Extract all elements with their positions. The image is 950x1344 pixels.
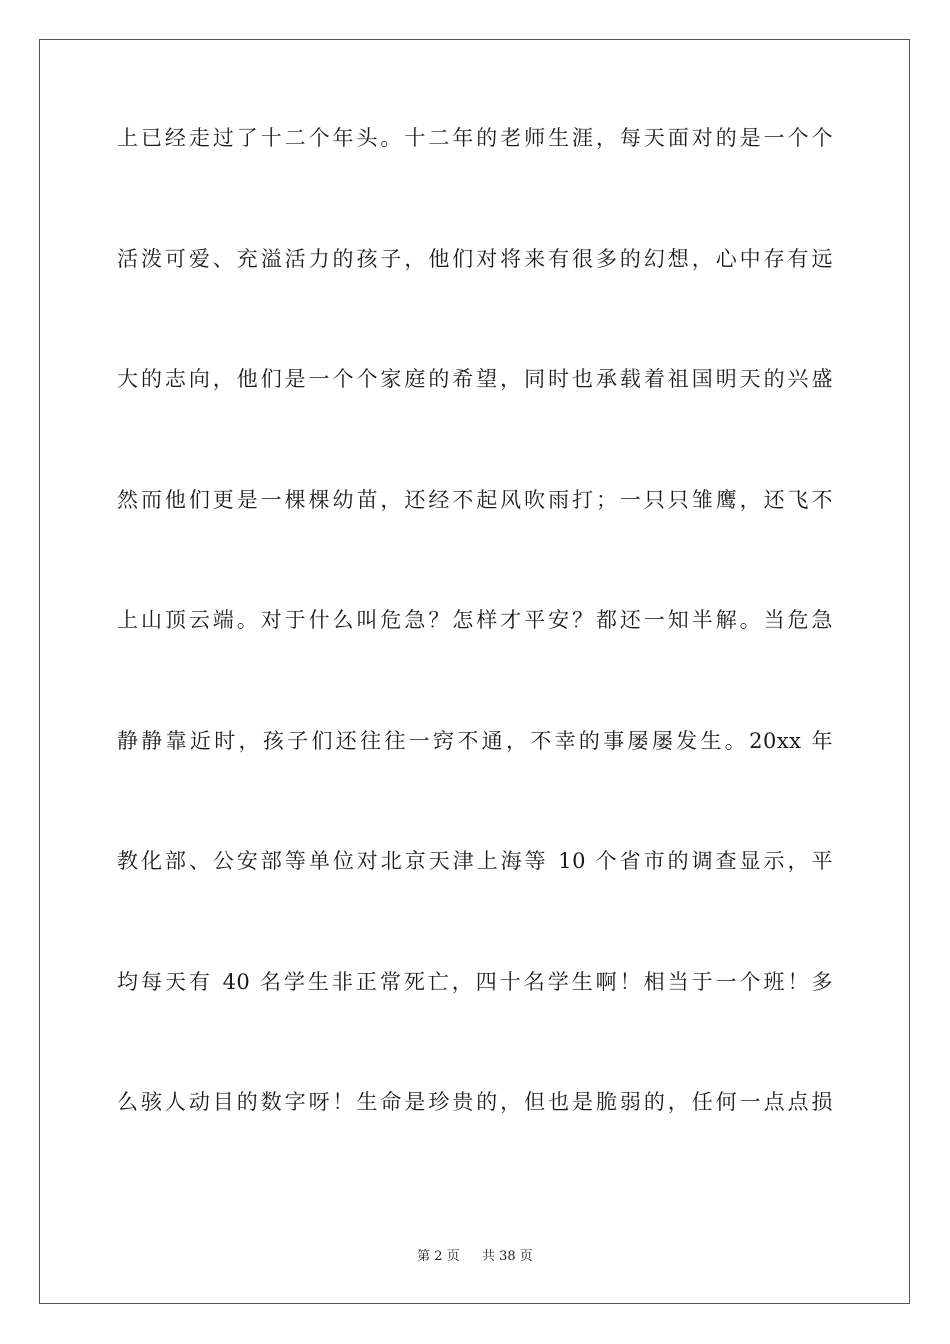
text-line: 静静靠近时，孩子们还往往一窍不通，不幸的事屡屡发生。20xx 年 bbox=[117, 728, 833, 753]
text-line: 然而他们更是一棵棵幼苗，还经不起风吹雨打；一只只雏鹰，还飞不 bbox=[117, 487, 833, 512]
text-line: 教化部、公安部等单位对北京天津上海等 10 个省市的调查显示，平 bbox=[117, 849, 833, 873]
text-line: 活泼可爱、充溢活力的孩子，他们对将来有很多的幻想，心中存有远 bbox=[117, 246, 833, 271]
page-number: 第 2 页 bbox=[417, 1249, 460, 1264]
text-line: 上已经走过了十二个年头。十二年的老师生涯，每天面对的是一个个 bbox=[117, 126, 833, 150]
text-line: 么骇人动目的数字呀！生命是珍贵的，但也是脆弱的，任何一点点损 bbox=[117, 1090, 833, 1114]
text-line: 上山顶云端。对于什么叫危急？怎样才平安？都还一知半解。当危急 bbox=[117, 608, 833, 632]
document-body bbox=[117, 118, 833, 1203]
text-line: 大的志向，他们是一个个家庭的希望，同时也承载着祖国明天的兴盛 bbox=[117, 367, 833, 391]
page-footer bbox=[0, 1247, 950, 1267]
text-line: 均每天有 40 名学生非正常死亡，四十名学生啊！相当于一个班！多 bbox=[117, 969, 833, 994]
total-pages: 共 38 页 bbox=[482, 1249, 533, 1264]
